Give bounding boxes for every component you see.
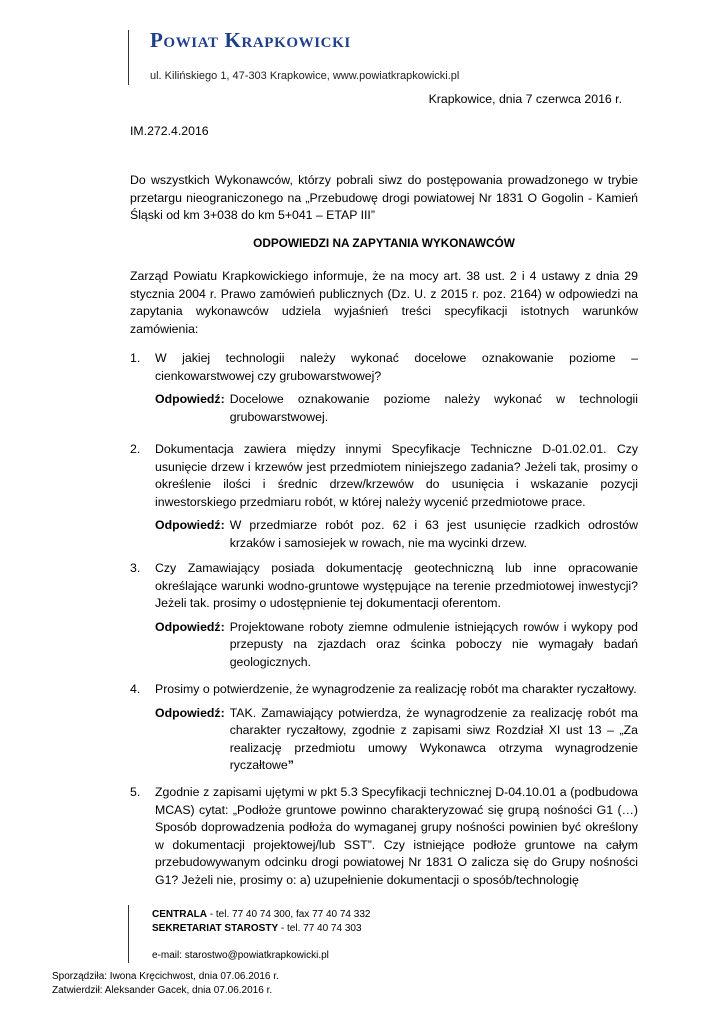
item-number: 4. xyxy=(130,682,141,696)
answer-block xyxy=(155,391,638,426)
sekretariat-label: SEKRETARIAT STAROSTY xyxy=(152,923,279,934)
approved-by: Zatwierdził: Aleksander Gacek, dnia 07.06.2016 r. xyxy=(52,985,273,996)
answer-label: Odpowiedź: xyxy=(155,518,225,532)
answer-body: TAK. Zamawiający potwierdza, że wynagrodzenie za realizację robót ma charakter ryczałtowy, zgodnie z zapisami siwz Rozdział XI ust 13 – „Za realizację przedmiotu umowy Wykonawca otrzyma wynagrodzenie ryczałtowe xyxy=(229,705,638,772)
brand-address: ul. Kilińskiego 1, 47-303 Krapkowice, www.powiatkrapkowicki.pl xyxy=(150,70,460,82)
qa-item-1 xyxy=(130,350,638,426)
item-number: 1. xyxy=(130,351,141,365)
brand-name: Powiat Krapkowicki xyxy=(150,28,351,52)
question-text: W jakiej technologii należy wykonać docelowe oznakowanie poziome – cienkowarstwowej czy grubowarstwowej? xyxy=(155,351,638,383)
item-number: 5. xyxy=(130,785,141,799)
answer-block xyxy=(155,517,638,552)
answer-block xyxy=(155,705,638,775)
footer-email: e-mail: starostwo@powiatkrapkowicki.pl xyxy=(152,950,329,961)
qa-item-5 xyxy=(130,784,638,889)
qa-item-2 xyxy=(130,441,638,552)
item-number: 2. xyxy=(130,442,141,456)
question-text: Czy Zamawiający posiada dokumentację geotechniczną lub inne opracowanie określające warunki wodno-gruntowe występujące na terenie przedmiotowej inwestycji? Jeżeli tak. prosimy o udostępnienie tej dokumentacji oferentom. xyxy=(155,561,638,610)
intro-paragraph: Do wszystkich Wykonawców, którzy pobrali siwz do postępowania prowadzonego w trybie przetargu nieograniczonego na „Przebudowę drogi powiatowej Nr 1831 O Gogolin - Kamień Śląski od km 3+038 do km 5+041 – ETAP III” xyxy=(130,173,638,222)
question-text: Dokumentacja zawiera między innymi Specyfikacje Techniczne D-01.02.01. Czy usunięcie drzew i krzewów jest przedmiotem niniejszego zadania? Jeżeli tak, prosimy o określenie ilości i średnic drzew/krzewów do usunięcia i wskazanie pozycji inwestorskiego przedmiaru robót, w której należy wycenić przedmiotowe prace. xyxy=(155,442,638,509)
section-heading: ODPOWIEDZI NA ZAPYTANIA WYKONAWCÓW xyxy=(253,236,515,250)
footer-contact xyxy=(152,908,370,936)
prepared-by: Sporządziła: Iwona Kręcichwost, dnia 07.06.2016 r. xyxy=(52,971,279,982)
document-date: Krapkowice, dnia 7 czerwca 2016 r. xyxy=(428,92,622,106)
qa-item-4 xyxy=(130,681,638,775)
answer-block xyxy=(155,619,638,672)
question-text: Prosimy o potwierdzenie, że wynagrodzenie za realizację robót ma charakter ryczałtowy. xyxy=(155,682,637,696)
legal-basis-paragraph: Zarząd Powiatu Krapkowickiego informuje, że na mocy art. 38 ust. 2 i 4 ustawy z dnia 29 stycznia 2004 r. Prawo zamówień publicznych (Dz. U. z 2015 r. poz. 2164) w odpowiedzi na zapytania wykonawców udziela wyjaśnień treści specyfikacji istotnych warunków zamówienia: xyxy=(130,269,638,336)
centrala-label: CENTRALA xyxy=(152,909,207,920)
answer-closing-quote: ” xyxy=(287,758,294,772)
sekretariat-phone: - tel. 77 40 74 303 xyxy=(278,923,362,934)
answer-label: Odpowiedź: xyxy=(155,705,225,720)
answer-text xyxy=(230,705,638,775)
footer-divider-line xyxy=(128,905,129,963)
header-divider-line xyxy=(128,30,129,85)
centrala-line xyxy=(152,908,370,922)
answer-label: Odpowiedź: xyxy=(155,619,225,634)
question-text: Zgodnie z zapisami ujętymi w pkt 5.3 Specyfikacji technicznej D-04.10.01 a (podbudowa MCAS) cytat: „Podłoże gruntowe powinno charakteryzować się grupą nośności G1 (…) Sposób doprowadzenia podłoża do wymaganej grupy nośności powinien być określony w dokumentacji projektowej/lub SST”. Czy istniejące podłoże gruntowe na całym przebudowywanym odcinku drogi powiatowej Nr 1831 O zalicza się do Grupy nośności G1? Jeżeli nie, prosimy o: a) uzupełnienie dokumentacji o sposób/technologię xyxy=(155,785,638,887)
item-number: 3. xyxy=(130,561,141,575)
qa-item-3 xyxy=(130,560,638,671)
answer-text: W przedmiarze robót poz. 62 i 63 jest usunięcie rzadkich odrostów krzaków i samosiejek w rowach, nie ma wycinki drzew. xyxy=(229,518,638,550)
answer-text: Docelowe oznakowanie poziome należy wykonać w technologii grubowarstwowej. xyxy=(229,392,638,424)
signatures xyxy=(52,970,279,998)
answer-label: Odpowiedź: xyxy=(155,392,225,406)
reference-number: IM.272.4.2016 xyxy=(130,124,209,138)
answer-text: Projektowane roboty ziemne odmulenie istniejących rowów i wykopy pod przepusty na zjazdach oraz ścinka poboczy nie wymagały badań geologicznych. xyxy=(229,619,638,669)
centrala-phone: - tel. 77 40 74 300, fax 77 40 74 332 xyxy=(207,909,371,920)
sekretariat-line xyxy=(152,922,370,936)
